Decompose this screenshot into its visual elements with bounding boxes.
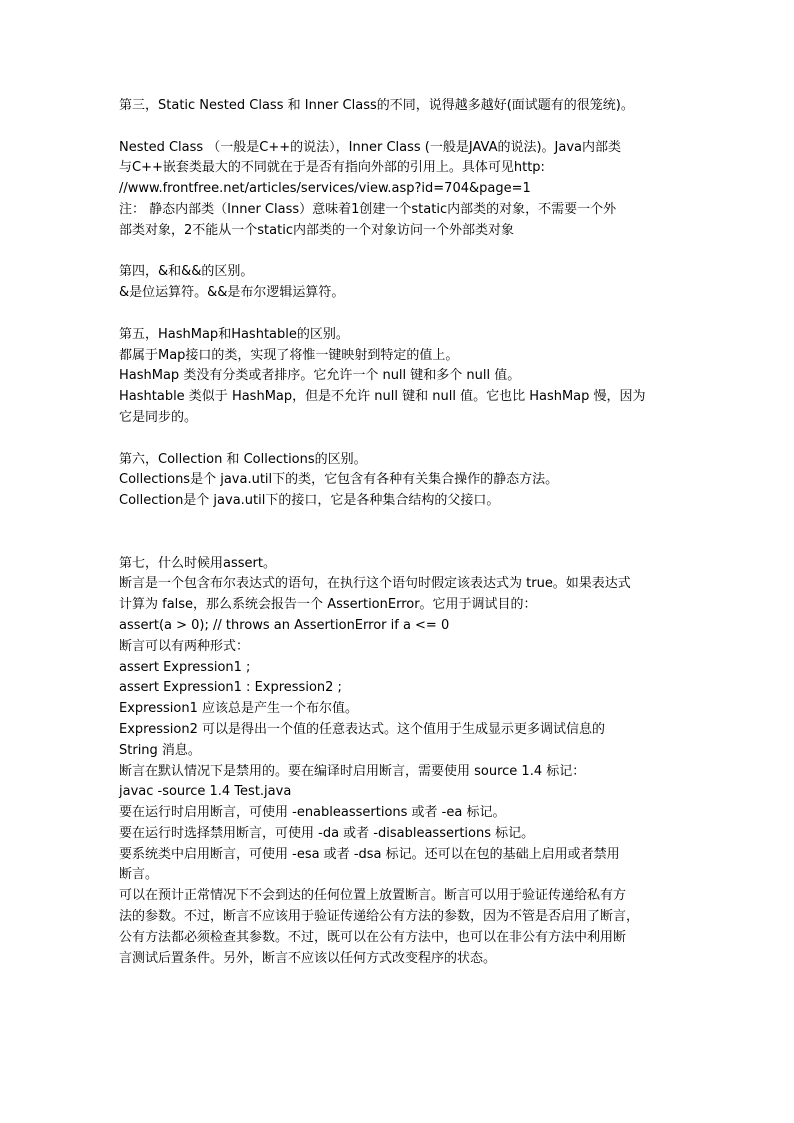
text-line: 它是同步的。 [119, 409, 198, 425]
section-6-title: 第六，Collection 和 Collections的区别。 [119, 451, 367, 467]
text-line: 部类对象，2不能从一个static内部类的一个对象访问一个外部类对象 [119, 222, 514, 238]
text-line: //www.frontfree.net/articles/services/view.asp?id=704&page=1 [119, 181, 531, 197]
blank-lines [119, 512, 679, 554]
text-line: 断言在默认情况下是禁用的。要在编译时启用断言，需要使用 source 1.4 标记： [119, 763, 586, 779]
section-4-title: 第四，&和&&的区别。 [119, 264, 254, 280]
text-line: Expression2 可以是得出一个值的任意表达式。这个值用于生成显示更多调试信息的 [119, 721, 605, 737]
code-line: javac -source 1.4 Test.java [119, 784, 292, 800]
text-line: 要在运行时启用断言，可使用 -enableassertions 或者 -ea 标记。 [119, 805, 506, 821]
text-line: 要在运行时选择禁用断言，可使用 -da 或者 -disableassertions 标记。 [119, 825, 535, 841]
text-line: 公有方法都必须检查其参数。不过，既可以在公有方法中，也可以在非公有方法中利用断 [119, 929, 627, 945]
section-5-title: 第五，HashMap和Hashtable的区别。 [119, 326, 349, 342]
text-line: 与C++嵌套类最大的不同就在于是否有指向外部的引用上。具体可见http: [119, 160, 545, 176]
text-line: 都属于Map接口的类，实现了将惟一键映射到特定的值上。 [119, 347, 459, 363]
text-line: 言测试后置条件。另外，断言不应该以任何方式改变程序的状态。 [119, 950, 497, 966]
blank-line [119, 429, 679, 450]
code-line: assert Expression1 : Expression2 ; [119, 680, 342, 696]
blank-line [119, 117, 679, 138]
text-line: 断言是一个包含布尔表达式的语句，在执行这个语句时假定该表达式为 true。如果表达式 [119, 576, 631, 592]
blank-line [119, 304, 679, 325]
text-line: 可以在预计正常情况下不会到达的任何位置上放置断言。断言可以用于验证传递给私有方 [119, 888, 627, 904]
section-7-title: 第七，什么时候用assert。 [119, 555, 276, 571]
text-line: &是位运算符。&&是布尔逻辑运算符。 [119, 285, 345, 301]
text-line: 计算为 false，那么系统会报告一个 AssertionError。它用于调试目的： [119, 597, 537, 613]
text-line: Collection是个 java.util下的接口，它是各种集合结构的父接口。 [119, 493, 500, 509]
blank-line [119, 242, 679, 263]
text-line: String 消息。 [119, 742, 201, 758]
text-line: Collections是个 java.util下的类，它包含有各种有关集合操作的静态方法。 [119, 472, 559, 488]
text-line: Hashtable 类似于 HashMap，但是不允许 null 键和 null 值。它也比 HashMap 慢，因为 [119, 389, 646, 405]
text-line: 法的参数。不过，断言不应该用于验证传递给公有方法的参数，因为不管是否启用了断言， [119, 909, 640, 925]
code-line: assert Expression1 ; [119, 659, 251, 675]
text-line: 要系统类中启用断言，可使用 -esa 或者 -dsa 标记。还可以在包的基础上启用或者禁用 [119, 846, 620, 862]
code-line: assert(a > 0); // throws an AssertionError if a <= 0 [119, 617, 450, 633]
section-3-title: 第三，Static Nested Class 和 Inner Class的不同，说得越多越好(面试题有的很笼统)。 [119, 98, 634, 113]
text-line: HashMap 类没有分类或者排序。它允许一个 null 键和多个 null 值。 [119, 368, 521, 384]
text-line: Nested Class （一般是C++的说法），Inner Class (一般是JAVA的说法)。Java内部类 [119, 139, 622, 155]
text-line: Expression1 应该总是产生一个布尔值。 [119, 701, 358, 717]
text-line: 断言。 [119, 867, 159, 883]
text-line: 断言可以有两种形式： [119, 638, 250, 654]
text-line: 注： 静态内部类（Inner Class）意味着1创建一个static内部类的对象，不需要一个外 [119, 201, 617, 217]
document-body [119, 96, 679, 969]
